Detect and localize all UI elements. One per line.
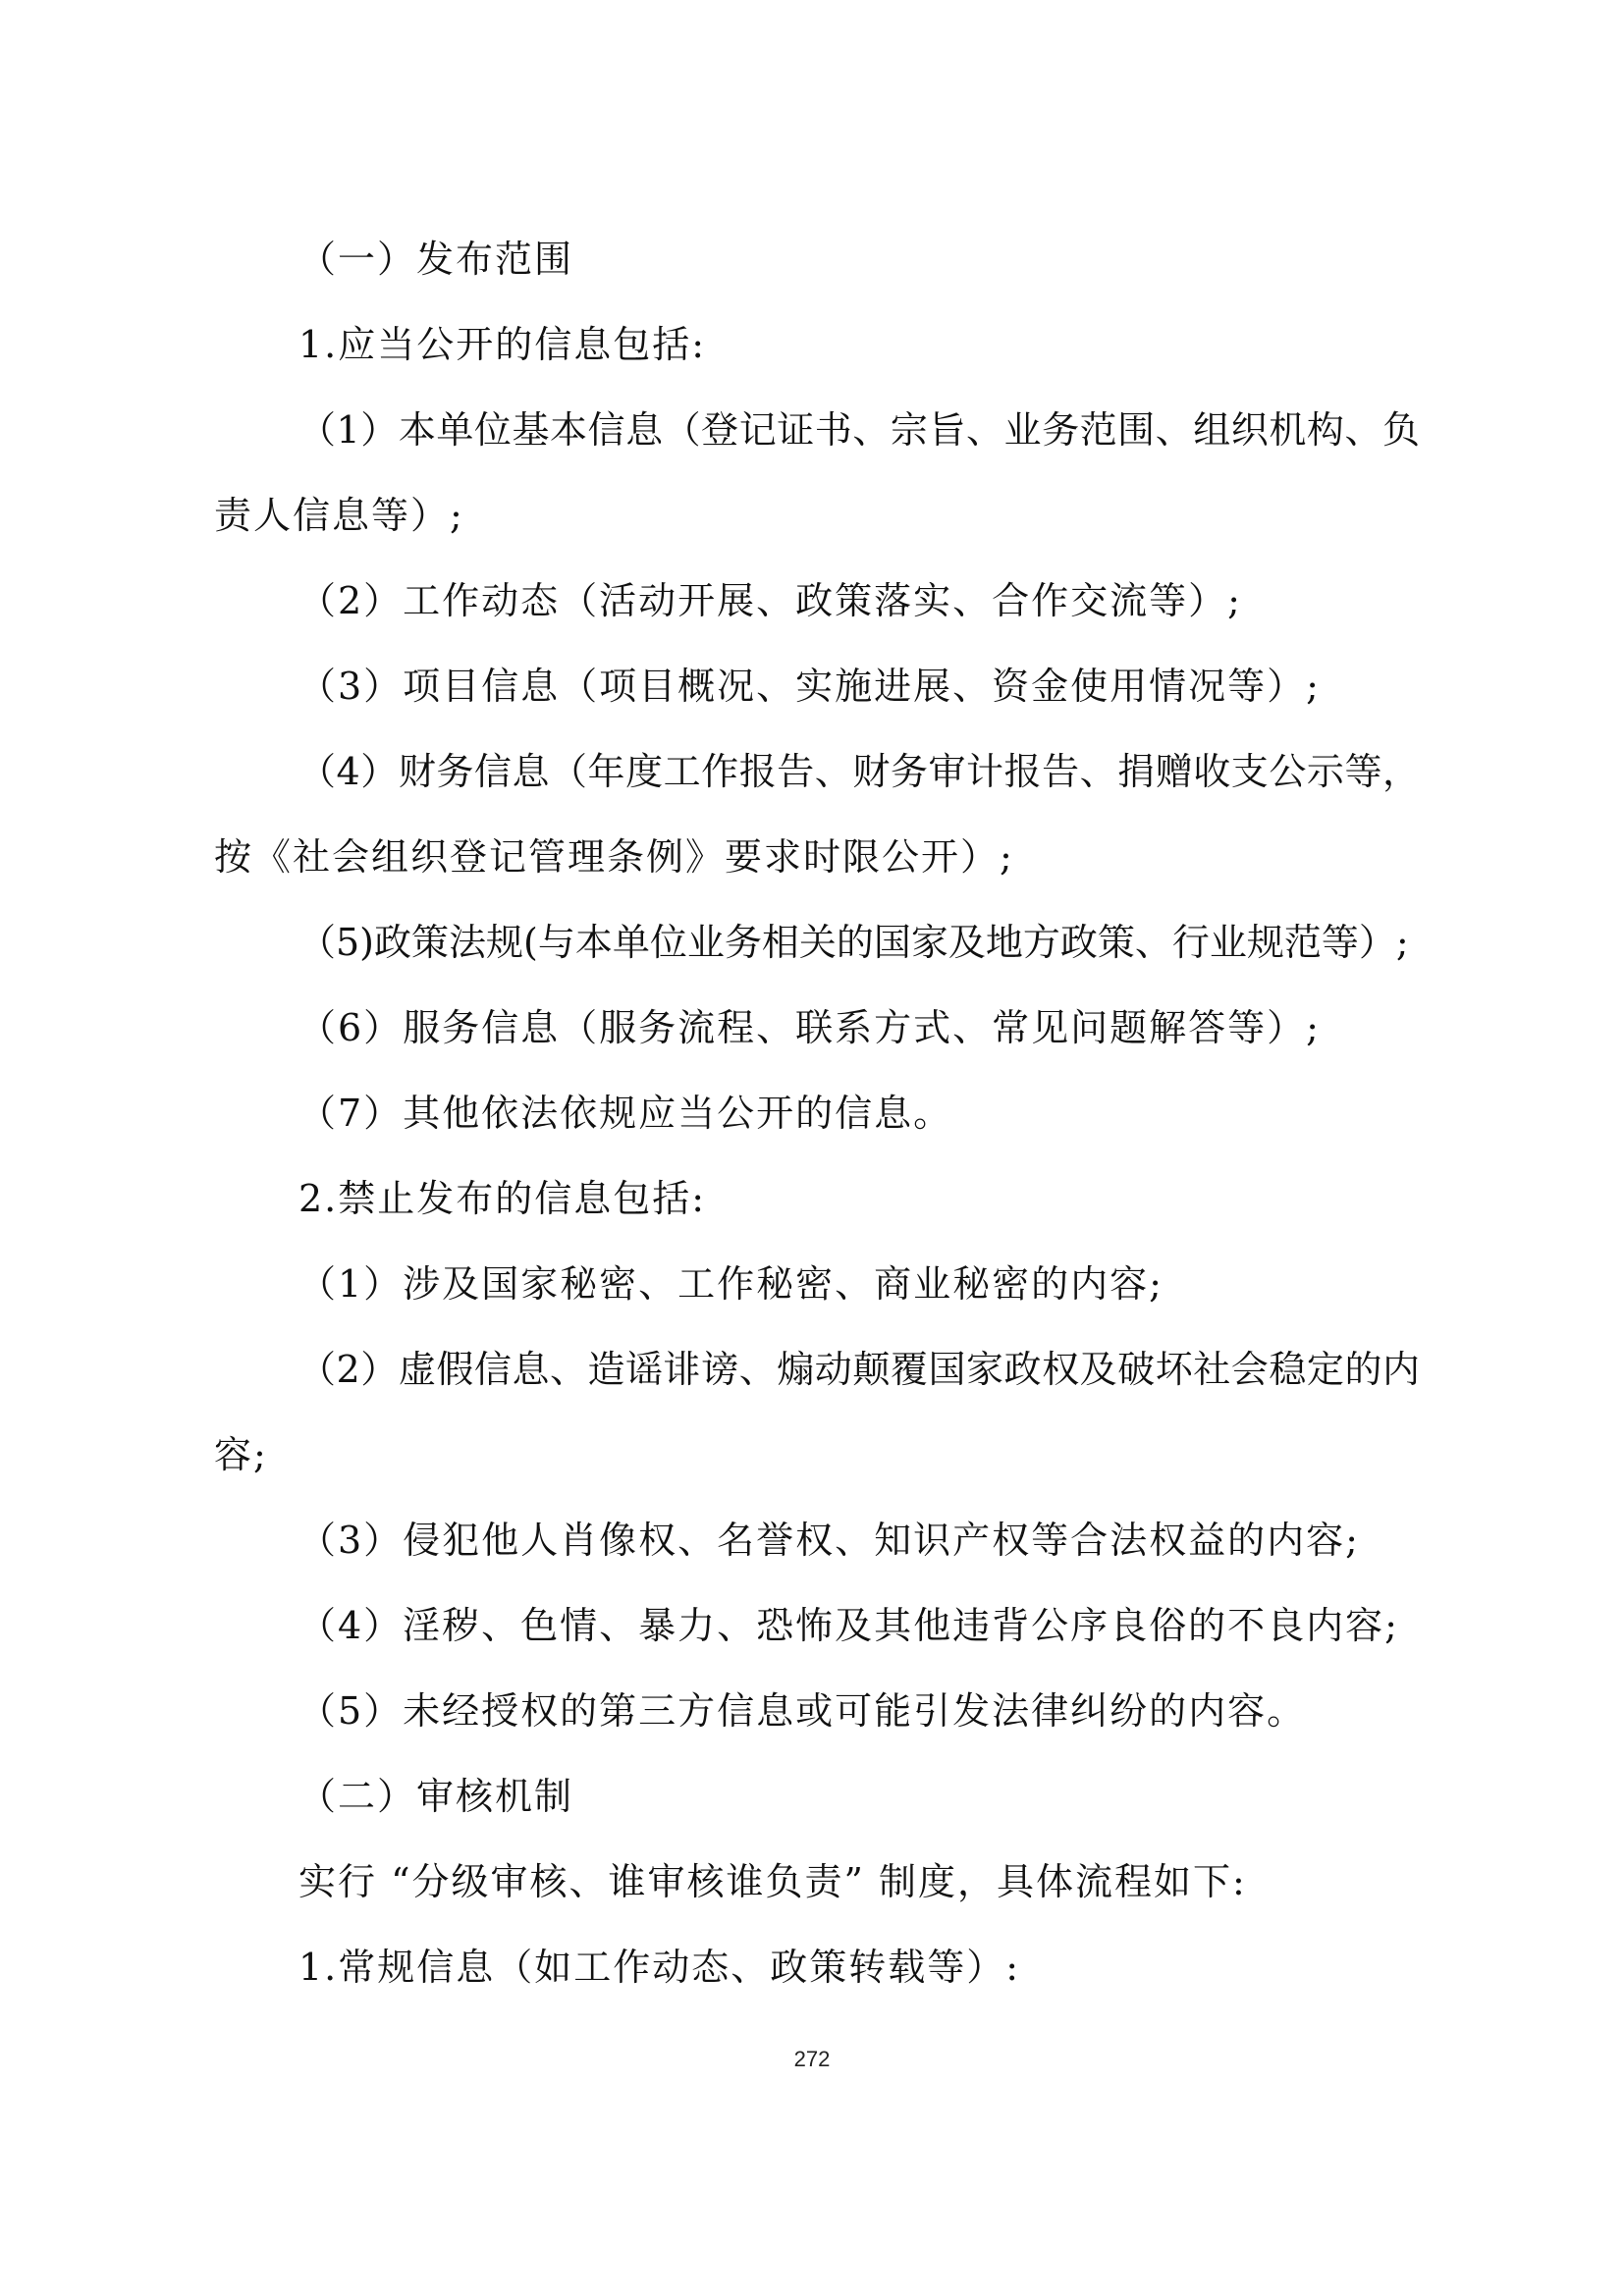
section-heading-publish-scope: （一）发布范围 [298,238,574,281]
subsection-heading-public-info: 1.应当公开的信息包括: [298,323,707,366]
section-heading-review-mechanism: （二）审核机制 [298,1775,574,1818]
prohibited-item-3: （3）侵犯他人肖像权、名誉权、知识产权等合法权益的内容; [298,1519,1360,1562]
list-item-4-line-2: 按《社会组织登记管理条例》要求时限公开）; [214,835,1014,879]
prohibited-item-4: （4）淫秽、色情、暴力、恐怖及其他违背公序良俗的不良内容; [298,1604,1399,1647]
subsection-heading-prohibited-info: 2.禁止发布的信息包括: [298,1177,707,1220]
list-item-3: （3）项目信息（项目概况、实施进展、资金使用情况等）; [298,665,1321,708]
list-item-5: （5)政策法规(与本单位业务相关的国家及地方政策、行业规范等）; [298,921,1409,964]
review-mechanism-intro: 实行 “分级审核、谁审核谁负责” 制度，具体流程如下: [298,1860,1247,1903]
prohibited-item-1: （1）涉及国家秘密、工作秘密、商业秘密的内容; [298,1262,1164,1306]
list-item-1-line-2: 责人信息等）; [214,494,464,537]
list-item-1-line-1: （1）本单位基本信息（登记证书、宗旨、业务范围、组织机构、负 [298,408,1420,452]
page-number: 272 [793,2047,831,2071]
list-item-6: （6）服务信息（服务流程、联系方式、常见问题解答等）; [298,1006,1321,1049]
list-item-4-line-1: （4）财务信息（年度工作报告、财务审计报告、捐赠收支公示等， [298,750,1420,793]
prohibited-item-2-line-2: 容; [214,1433,268,1476]
prohibited-item-5: （5）未经授权的第三方信息或可能引发法律纠纷的内容。 [298,1689,1307,1733]
subsection-heading-regular-info: 1.常规信息（如工作动态、政策转载等）: [298,1946,1021,1989]
list-item-7: （7）其他依法依规应当公开的信息。 [298,1092,953,1135]
list-item-2: （2）工作动态（活动开展、政策落实、合作交流等）; [298,579,1242,622]
prohibited-item-2-line-1: （2）虚假信息、造谣诽谤、煽动颠覆国家政权及破坏社会稳定的内 [298,1348,1420,1391]
